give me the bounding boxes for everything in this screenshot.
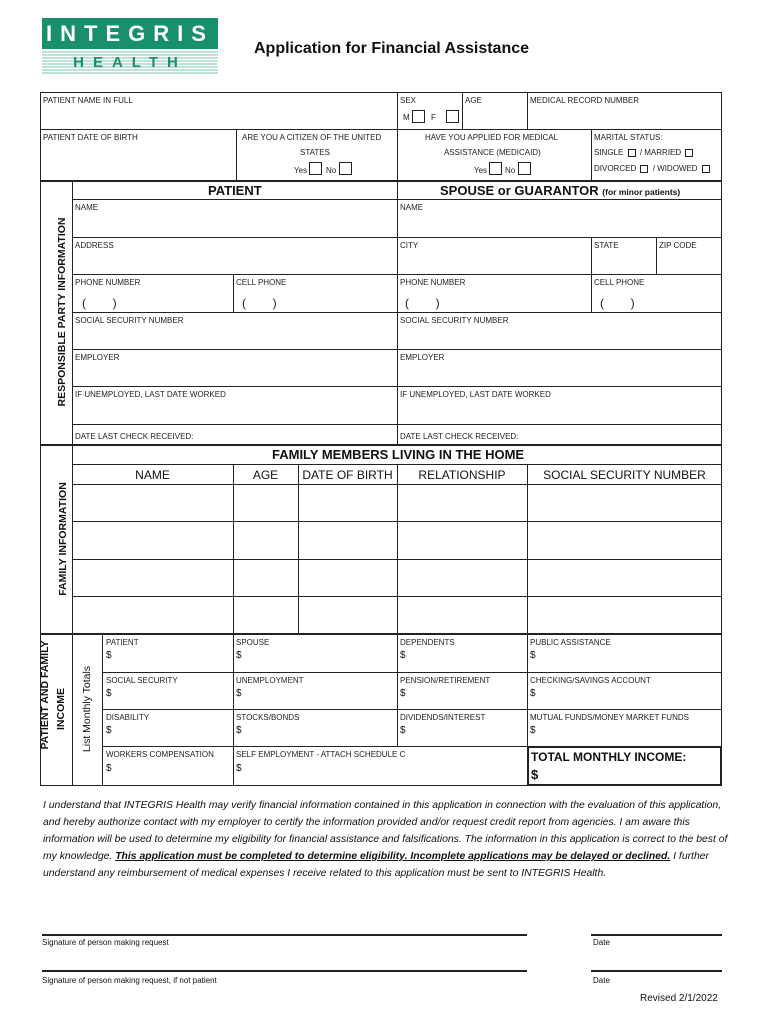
page-title: Application for Financial Assistance [254, 40, 530, 57]
logo-bottom-text: HEALTH [42, 51, 218, 74]
patient-name-label: PATIENT NAME IN FULL [43, 96, 133, 105]
family-col-dob: DATE OF BIRTH [302, 468, 393, 482]
citizen-label-line1: ARE YOU A CITIZEN OF THE UNITED [242, 133, 382, 142]
mrn-label: MEDICAL RECORD NUMBER [530, 96, 640, 105]
income-stocks-label: STOCKS/BONDS [236, 713, 300, 722]
medicaid-yes-checkbox[interactable] [489, 162, 502, 175]
income-unemployment-dollar: $ [236, 688, 242, 699]
citizen-no-checkbox[interactable] [339, 162, 352, 175]
income-side-label-1: PATIENT AND FAMILY [39, 640, 51, 750]
integris-logo [42, 18, 218, 74]
signature-non-patient-date-label: Date [593, 976, 610, 985]
spouse-ssn-label: SOCIAL SECURITY NUMBER [400, 316, 509, 325]
zip-label: ZIP CODE [659, 241, 697, 250]
medicaid-no-label: No [505, 166, 516, 175]
income-dividends-dollar: $ [400, 725, 406, 736]
patient-unemployed-label: IF UNEMPLOYED, LAST DATE WORKED [75, 390, 226, 399]
spouse-employer-label: EMPLOYER [400, 353, 445, 362]
family-col-name: NAME [135, 468, 170, 482]
income-patient-label: PATIENT [106, 638, 139, 647]
patient-header: PATIENT [208, 183, 262, 198]
family-col-ssn: SOCIAL SECURITY NUMBER [543, 468, 706, 482]
medicaid-yes-label: Yes [474, 166, 488, 175]
family-side-label: FAMILY INFORMATION [57, 482, 69, 596]
income-mutual-funds-label: MUTUAL FUNDS/MONEY MARKET FUNDS [530, 713, 689, 722]
citizen-label-line2: STATES [300, 148, 330, 157]
patient-name-field-label: NAME [75, 203, 99, 212]
income-stocks-dollar: $ [236, 725, 242, 736]
income-unemployment-label: UNEMPLOYMENT [236, 676, 304, 685]
medicaid-no-checkbox[interactable] [518, 162, 531, 175]
income-dividends-label: DIVIDENDS/INTEREST [400, 713, 486, 722]
income-pension-dollar: $ [400, 688, 406, 699]
responsible-party-side-label: RESPONSIBLE PARTY INFORMATION [56, 217, 68, 407]
revised-date: Revised 2/1/2022 [640, 993, 718, 1004]
sex-f-label: F [431, 113, 436, 122]
patient-cell-paren: ( ) [242, 296, 277, 310]
patient-ssn-label: SOCIAL SECURITY NUMBER [75, 316, 184, 325]
marital-single-married [594, 148, 695, 157]
spouse-cell-paren: ( ) [600, 296, 635, 310]
patient-cell-label: CELL PHONE [236, 278, 287, 287]
divorced-label: DIVORCED [594, 164, 637, 173]
medicaid-label-line1: HAVE YOU APPLIED FOR MEDICAL [425, 133, 559, 142]
dob-label: PATIENT DATE OF BIRTH [43, 133, 138, 142]
marital-divorced-widowed [594, 164, 712, 173]
income-spouse-dollar: $ [236, 650, 242, 661]
state-label: STATE [594, 241, 619, 250]
income-side-label-2: INCOME [55, 688, 67, 730]
income-patient-dollar: $ [106, 650, 112, 661]
income-disability-label: DISABILITY [106, 713, 150, 722]
income-public-assistance-label: PUBLIC ASSISTANCE [530, 638, 611, 647]
income-public-assistance-dollar: $ [530, 650, 536, 661]
spouse-guarantor-header [440, 183, 680, 198]
income-pension-label: PENSION/RETIREMENT [400, 676, 491, 685]
address-label: ADDRESS [75, 241, 114, 250]
spouse-header-text: SPOUSE or GUARANTOR [440, 183, 599, 198]
spouse-header-note: (for minor patients) [602, 187, 681, 197]
signature-label: Signature of person making request [42, 938, 169, 947]
married-label: / MARRIED [639, 148, 682, 157]
sex-f-checkbox[interactable] [446, 110, 459, 123]
responsible-party-section [40, 181, 722, 445]
spouse-cell-label: CELL PHONE [594, 278, 645, 287]
spouse-last-check-label: DATE LAST CHECK RECEIVED: [400, 432, 519, 441]
married-checkbox[interactable] [685, 149, 693, 157]
spouse-phone-label: PHONE NUMBER [400, 278, 466, 287]
citizen-no-label: No [326, 166, 337, 175]
age-label: AGE [465, 96, 482, 105]
single-label: SINGLE [594, 148, 624, 157]
family-col-age: AGE [252, 468, 279, 482]
spouse-unemployed-label: IF UNEMPLOYED, LAST DATE WORKED [400, 390, 551, 399]
citizen-yes-checkbox[interactable] [309, 162, 322, 175]
total-income-dollar: $ [531, 767, 539, 782]
medicaid-label-line2: ASSISTANCE (MEDICAID) [444, 148, 541, 157]
income-checking-dollar: $ [530, 688, 536, 699]
income-social-security-label: SOCIAL SECURITY [106, 676, 178, 685]
statement-underlined: This application must be completed to determine eligibility. Incomplete applications may be delayed or declined. [115, 851, 671, 862]
citizen-yes-label: Yes [294, 166, 308, 175]
statement-part1: I understand that INTEGRIS Health may verify financial information contained in this application in connection with the evaluation of this application, and hereby authorize contact with my employer to certify the information provided and/or request credit report from agencies. I am aware this information will be used to determine my eligibility for financial assistance and falsifications. The information in this application is correct to the best of my knowledge. [43, 800, 728, 862]
income-dependents-dollar: $ [400, 650, 406, 661]
total-income-label: TOTAL MONTHLY INCOME: [531, 750, 687, 764]
logo-top-text: INTEGRIS [42, 18, 218, 49]
sex-m-label: M [403, 113, 410, 122]
patient-phone-label: PHONE NUMBER [75, 278, 141, 287]
statement-part2: I further understand any reimbursement of medical expenses I receive related to this application must be sent to INTEGRIS Health. [43, 851, 709, 879]
income-mutual-funds-dollar: $ [530, 725, 536, 736]
family-col-relationship: RELATIONSHIP [418, 468, 506, 482]
income-checking-label: CHECKING/SAVINGS ACCOUNT [530, 676, 651, 685]
income-social-security-dollar: $ [106, 688, 112, 699]
signature-date-label: Date [593, 938, 610, 947]
city-label: CITY [400, 241, 419, 250]
divorced-checkbox[interactable] [640, 165, 648, 173]
authorization-statement [43, 797, 733, 882]
income-dependents-label: DEPENDENTS [400, 638, 455, 647]
signature-non-patient-label: Signature of person making request, if not patient [42, 976, 217, 985]
income-spouse-label: SPOUSE [236, 638, 270, 647]
patient-phone-paren: ( ) [82, 296, 117, 310]
income-disability-dollar: $ [106, 725, 112, 736]
widowed-checkbox[interactable] [702, 165, 710, 173]
family-header: FAMILY MEMBERS LIVING IN THE HOME [272, 447, 525, 462]
sex-m-checkbox[interactable] [412, 110, 425, 123]
spouse-phone-paren: ( ) [405, 296, 440, 310]
single-checkbox[interactable] [628, 149, 636, 157]
marital-status-label: MARITAL STATUS: [594, 133, 663, 142]
income-workers-comp-label: WORKERS COMPENSATION [106, 750, 214, 759]
widowed-label: / WIDOWED [652, 164, 698, 173]
spouse-name-field-label: NAME [400, 203, 424, 212]
income-workers-comp-dollar: $ [106, 763, 112, 774]
income-self-employment-dollar: $ [236, 763, 242, 774]
income-self-employment-label: SELF EMPLOYMENT - ATTACH SCHEDULE C [236, 750, 406, 759]
monthly-totals-label: List Monthly Totals [81, 665, 93, 753]
sex-label: SEX [400, 96, 417, 105]
patient-employer-label: EMPLOYER [75, 353, 120, 362]
patient-last-check-label: DATE LAST CHECK RECEIVED: [75, 432, 194, 441]
